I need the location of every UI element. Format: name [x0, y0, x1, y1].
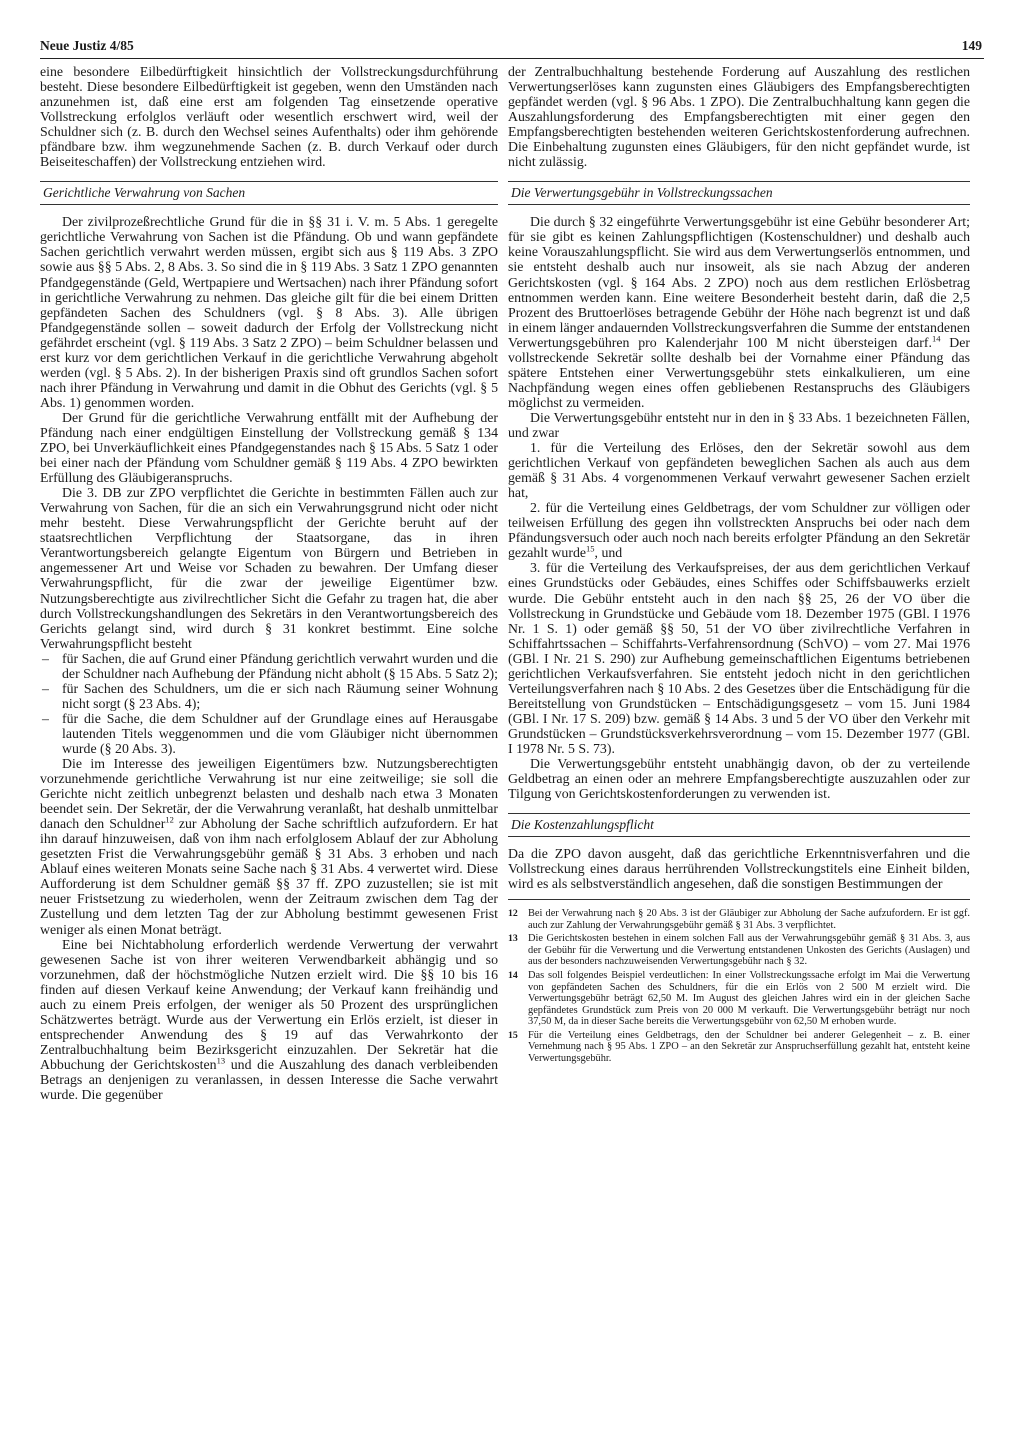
paragraph: eine besondere Eilbedürftigkeit hinsichtlich der Vollstreckungsdurchführung besteht. Diese besondere Eilbedürftigkeit ist gegeben, wenn den Umständen nach anzunehmen ist, daß eine erst am folgenden Tag einsetzende operative Vollstreckung erfolglos verläuft oder wesentlich erschwert wird, weil der Schuldner sich (z. B. durch den Wechsel seines Aufenthalts) oder ihm gehörende pfändbare bzw. ihm wegzunehmende Sachen (z. B. durch Verkauf oder durch Beiseiteschaffen) der Vollstreckung entziehen wird. — [40, 64, 498, 170]
text-run: 2. für die Verteilung eines Geldbetrags, der vom Schuldner zur völligen oder teilweisen Erfüllung des gegen ihn vollstreckten Anspruchs bei oder nach dem Pfändungsversuch oder auch noch nach bereits erfolgter Pfändung an den Sekretär gezahlt wurde — [508, 500, 970, 561]
section-heading: Die Verwertungsgebühr in Vollstreckungssachen — [508, 181, 970, 205]
footnote-number: 14 — [508, 970, 518, 982]
text-run: Die im Interesse des jeweiligen Eigentümers bzw. Nutzungsberechtigten vorzunehmende gerichtliche Verwahrung ist nur eine zeitweilige; sie soll die Gerichte nicht zeitlich unbegrenzt belasten und deshalb nach etwa 3 Monaten beendet sein. Der Sekretär, der die Verwahrung veranlaßt, hat deshalb unmittelbar danach den Schuldner — [40, 756, 498, 832]
text-run: und die Auszahlung des danach verbleibenden Betrags an denjenigen zu veranlassen, in dessen Interesse die Sache verwahrt wurde. Die gegenüber — [40, 1056, 498, 1103]
paragraph: Der zivilprozeßrechtliche Grund für die in §§ 31 i. V. m. 5 Abs. 1 geregelte gerichtliche Verwahrung von Sachen ist die Pfändung. Ob und wann gepfändete Sachen gerichtlich verwahrt werden müssen, ergibt sich aus § 119 Abs. 3 ZPO sowie aus §§ 5 Abs. 2, 8 Abs. 3. So sind die in § 119 Abs. 3 Satz 1 ZPO genannten Pfandgegenstände (Geld, Wertpapiere und Wertsachen) nach ihrer Pfändung sofort in gerichtliche Verwahrung zu nehmen. Das gleiche gilt für die bei einem Dritten gepfändeten Sachen des Schuldners (vgl. § 8 Abs. 3). Alle übrigen Pfandgegenstände sollen – soweit dadurch der Erfolg der Vollstreckung nicht gefährdet erscheint (vgl. § 119 Abs. 3 Satz 2 ZPO) – beim Schuldner belassen und erst kurz vor dem gerichtlichen Verkauf in die gerichtliche Verwahrung abgeholt werden (vgl. § 5 Abs. 2). In der bisherigen Praxis sind oft grundlos Sachen sofort nach ihrer Pfändung in Verwahrung und damit in die Obhut des Gerichts (vgl. § 5 Abs. 1) genommen worden. — [40, 214, 498, 410]
section-heading: Gerichtliche Verwahrung von Sachen — [40, 181, 498, 205]
footnote-text: Das soll folgendes Beispiel verdeutlichen: In einer Vollstreckungssache erfolgt im Mai die Verwertung von gepfändeten Sachen des Schuldners, für die ein Erlös von 2 500 M erzielt wird. Die Verwertungsgebühr beträgt 62,50 M. Im August des gleichen Jahres wird ein in der gleichen Sache gepfändetes Grundstück zum Preis von 20 000 M verkauft. Die Verwertungsgebühr beträgt nur noch 37,50 M, da in dieser Sache bereits die Verwertungsgebühr von 62,50 M erhoben wurde. — [528, 970, 970, 1028]
footnote — [508, 1030, 970, 1065]
paragraph: Der Grund für die gerichtliche Verwahrung entfällt mit der Aufhebung der Pfändung nach einer endgültigen Einstellung der Vollstreckung gemäß § 134 ZPO, bei Unverkäuflichkeit eines Pfandgegenstandes nach § 15 Abs. 5 Satz 1 oder bei einer nach der Pfändung vom Schuldner gemäß § 119 Abs. 4 ZPO bewirkten Erfüllung des Gläubigeranspruchs. — [40, 409, 498, 486]
footnote-ref: 13 — [216, 1055, 226, 1066]
page-header — [40, 36, 984, 59]
text-run: Die durch § 32 eingeführte Verwertungsgebühr ist eine Gebühr besonderer Art; für sie gibt es keinen Zahlungspflichtigen (Kostenschuldner) und deshalb auch keine Vorauszahlungspflicht. Sie wird aus dem Verwertungserlös entnommen, und sie entsteht deshalb auch nur insoweit, als sie nach Abzug der anderen Gerichtskosten (vgl. § 164 Abs. 2 ZPO) noch aus dem restlichen Erlösbetrag entnommen werden kann. Eine weitere Besonderheit besteht darin, daß die 2,5 Prozent des Bruttoerlöses betragende Gebühr der Höhe nach begrenzt ist und daß in einem länger andauernden Vollstreckungsverfahren die Summe der entstandenen Verwertungsgebühren pro Kalenderjahr 100 M nicht übersteigen darf. — [508, 214, 970, 350]
right-column — [508, 64, 970, 1066]
footnote — [508, 908, 970, 931]
footnote-text: Die Gerichtskosten bestehen in einem solchen Fall aus der Verwahrungsgebühr gemäß § 31 Abs. 3, aus der Gebühr für die Verwertung und die Verwertung entstandenen Unkosten des Gerichts (Auslagen) und aus der besonders nachzuweisenden Verwertungsgebühr nach § 32. — [528, 933, 970, 968]
footnote — [508, 970, 970, 1028]
footnote-ref: 12 — [165, 814, 174, 825]
paragraph — [40, 756, 498, 937]
page-number: 149 — [961, 38, 982, 53]
numbered-item: 3. für die Verteilung des Verkaufspreises, der aus dem gerichtlichen Verkauf eines Grundstücks oder Gebäudes, eines Schiffes oder Schiffsbauwerks erzielt wurde. Die Gebühr entsteht auch in den nach §§ 25, 26 der VO über die Vollstreckung in Grundstücke und Gebäude vom 18. Dezember 1975 (GBl. I 1976 Nr. 1 S. 1) oder gemäß §§ 50, 51 der VO über zivilrechtliche Verfahren in Schiffahrtssachen – Schiffahrts-Verfahrensordnung (SchVO) – vom 27. Mai 1976 (GBl. I Nr. 21 S. 290) zur Aufhebung gemeinschaftlichen Eigentums betriebenen gerichtlichen Verkaufsverfahren. Sie entsteht jedoch nicht in den gerichtlichen Verteilungsverfahren nach § 10 Abs. 2 des Gesetzes über die Entschädigung für die Bereitstellung von Grundstücken – Entschädigungsgesetz – vom 15. Juni 1984 (GBl. I Nr. 17 S. 209) bzw. gemäß § 14 Abs. 3 und 5 der VO über den Verkehr mit Grundstücken – Grundstücksverkehrsverordnung – vom 15. Dezember 1977 (GBl. I 1978 Nr. 5 S. 73). — [508, 560, 970, 756]
footnote — [508, 933, 970, 968]
journal-issue: Neue Justiz 4/85 — [40, 38, 134, 53]
section-heading: Die Kostenzahlungspflicht — [508, 813, 970, 837]
paragraph — [40, 937, 498, 1103]
text-run: zur Abholung der Sache schriftlich aufzufordern. Er hat ihn darauf hinzuweisen, daß von ihm nach erfolglosem Ablauf der zur Abholung gesetzten Frist die Verwahrungsgebühr gemäß § 31 Abs. 3 erhoben und nach Ablauf eines weiteren Monats seine Sache nach § 31 Abs. 4 verwertet wird. Diese Aufforderung ist dem Schuldner gemäß §§ 37 ff. ZPO zuzustellen; sie ist mit neuer Fristsetzung zu wiederholen, wenn der Zeitraum zwischen dem Tag der Zustellung und dem letzten Tag der zur Abholung bestimmt gewesenen Frist weniger als einen Monat beträgt. — [40, 816, 498, 937]
list-item: – für Sachen, die auf Grund einer Pfändung gerichtlich verwahrt wurden und die der Schuldner nach Aufhebung der Pfändung nicht abholt (§ 15 Abs. 5 Satz 2); — [40, 651, 498, 681]
list-item: – für Sachen des Schuldners, um die er sich nach Räumung seiner Wohnung nicht sorgt (§ 23 Abs. 4); — [40, 681, 498, 711]
text-run: Der vollstreckende Sekretär sollte deshalb bei der Vornahme einer Pfändung das spätere Entstehen einer Verwertungsgebühr stets einkalkulieren, um eine Nachpfändung wegen eines offen gebliebenen Restanspruchs des Gläubigers möglichst zu vermeiden. — [508, 334, 971, 410]
footnote-number: 12 — [508, 908, 518, 920]
footnote-ref: 14 — [931, 333, 941, 344]
footnote-ref: 15 — [586, 543, 595, 554]
numbered-item — [508, 500, 970, 560]
text-run: , und — [594, 545, 623, 561]
paragraph: Die Verwertungsgebühr entsteht nur in den in § 33 Abs. 1 bezeichneten Fällen, und zwar — [508, 409, 970, 440]
left-column — [40, 64, 498, 1102]
paragraph: der Zentralbuchhaltung bestehende Forderung auf Auszahlung des restlichen Verwertungserlöses kann zugunsten eines Gläubigers des Empfangsberechtigten gepfändet werden (vgl. § 96 Abs. 1 ZPO). Die Zentralbuchhaltung kann gegen die Auszahlungsforderung des Empfangsberechtigten mit einer gegen den Empfangsberechtigten bestehenden weiteren Gerichtskostenforderung aufrechnen. Die Einbehaltung zugunsten eines Gläubigers, für den nicht gepfändet wurde, ist nicht zulässig. — [508, 64, 970, 170]
footnote-number: 15 — [508, 1029, 518, 1041]
dash-list — [40, 651, 498, 756]
footnote-number: 13 — [508, 933, 518, 945]
paragraph: Die 3. DB zur ZPO verpflichtet die Gerichte in bestimmten Fällen auch zur Verwahrung von Sachen, für die an sich ein Verwahrungsgrund nicht oder nicht mehr besteht. Diese Verwahrungspflicht der Gerichte beruht auf der staatsrechtlichen Verpflichtung der Staatsorgane, das in ihren Verantwortungsbereich gelangte Eigentum von Bürgern und Betrieben in angemessener Art und Weise vor Schaden zu bewahren. Der Umfang dieser Verwahrungspflicht, für die zwar der jeweilige Eigentümer bzw. Nutzungsberechtigte aus zivilrechtlicher Sicht die Gefahr zu tragen hat, die aber durch Vollstreckungshandlungen des Sekretärs in den Verantwortungsbereich des Gerichts gelangt sind, wird durch § 31 konkret bestimmt. Eine solche Verwahrungspflicht besteht — [40, 485, 498, 651]
numbered-item: 1. für die Verteilung des Erlöses, den der Sekretär sowohl aus dem gerichtlichen Verkauf von gepfändeten beweglichen Sachen als auch aus dem gemäß § 31 Abs. 4 vorgenommenen Verkauf verwahrt gewesener Sachen erzielt hat, — [508, 440, 970, 501]
paragraph: Die Verwertungsgebühr entsteht unabhängig davon, ob der zu verteilende Geldbetrag an einen oder an mehrere Empfangsberechtigte auszuzahlen oder zur Tilgung von Gerichtskostenforderungen zu verwenden ist. — [508, 756, 970, 802]
footnote-text: Für die Verteilung eines Geldbetrags, den der Schuldner bei anderer Gelegenheit – z. B. einer Vernehmung nach § 95 Abs. 1 ZPO – an den Sekretär zur Anspruchserfüllung gezahlt hat, entsteht keine Verwertungsgebühr. — [528, 1029, 970, 1064]
list-item: – für die Sache, die dem Schuldner auf der Grundlage eines auf Herausgabe lautenden Titels weggenommen und die vom Gläubiger nicht übernommen wurde (§ 20 Abs. 3). — [40, 711, 498, 756]
text-run: Eine bei Nichtabholung erforderlich werdende Verwertung der verwahrt gewesenen Sache ist von ihrer weiteren Verwendbarkeit abhängig und so vorzunehmen, daß der höchstmögliche Nutzen erzielt wird. Die §§ 10 bis 16 finden auf diesen Verkauf keine Anwendung; der Verkauf kann freihändig und auch zu einem Preis erfolgen, der weniger als 50 Prozent des ursprünglichen Schätzwertes beträgt. Wurde aus der Verwertung ein Erlös erzielt, ist dieser in entsprechender Anwendung des § 19 auf das Verwahrkonto der Zentralbuchhaltung beim Bezirksgericht einzuzahlen. Der Sekretär hat die Abbuchung der Gerichtskosten — [40, 936, 498, 1072]
footnote-text: Bei der Verwahrung nach § 20 Abs. 3 ist der Gläubiger zur Abholung der Sache aufzufordern. Er ist ggf. auch zur Zahlung der Verwahrungsgebühr gemäß § 31 Abs. 3 verpflichtet. — [528, 908, 970, 931]
footnotes — [508, 899, 970, 1064]
paragraph: Da die ZPO davon ausgeht, daß das gerichtliche Erkenntnisverfahren und die Vollstreckung eines daraus herrührenden Vollstreckungstitels eine Einheit bilden, wird es als selbstverständlich angesehen, daß die sonstigen Bestimmungen der — [508, 846, 970, 892]
paragraph — [508, 214, 970, 410]
